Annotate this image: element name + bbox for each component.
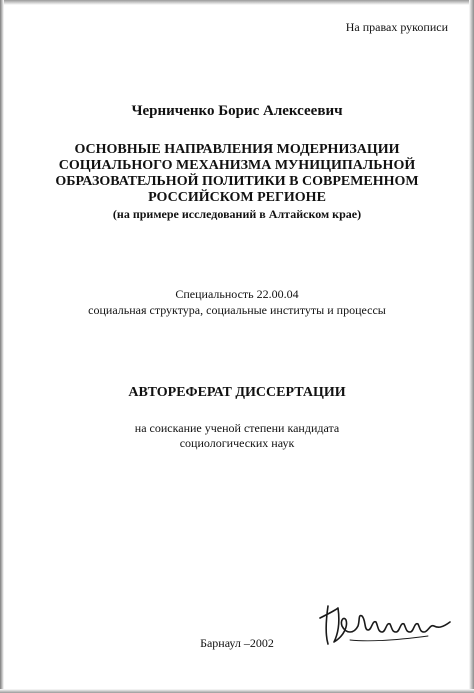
degree-line: социологических наук bbox=[179, 436, 295, 450]
degree-info bbox=[0, 421, 474, 451]
document-type: АВТОРЕФЕРАТ ДИССЕРТАЦИИ bbox=[128, 385, 346, 400]
specialty bbox=[0, 286, 474, 318]
rights-note: На правах рукописи bbox=[345, 20, 448, 34]
scan-edge-top bbox=[0, 0, 474, 5]
specialty-code: Специальность 22.00.04 bbox=[175, 287, 299, 301]
place-year: Барнаул –2002 bbox=[200, 636, 274, 650]
author-name: Черниченко Борис Алексеевич bbox=[131, 103, 343, 119]
scan-edge-bottom bbox=[0, 689, 474, 693]
dissertation-title bbox=[40, 142, 434, 222]
title-line: ОБРАЗОВАТЕЛЬНОЙ ПОЛИТИКИ В СОВРЕМЕННОМ bbox=[55, 174, 419, 189]
title-subtitle: (на примере исследований в Алтайском крае) bbox=[112, 207, 362, 221]
specialty-name: социальная структура, социальные институты и процессы bbox=[88, 303, 386, 317]
degree-line: на соискание ученой степени кандидата bbox=[134, 421, 340, 435]
title-line: ОСНОВНЫЕ НАПРАВЛЕНИЯ МОДЕРНИЗАЦИИ bbox=[74, 142, 400, 157]
title-line: РОССИЙСКОМ РЕГИОНЕ bbox=[148, 190, 326, 205]
title-line: СОЦИАЛЬНОГО МЕХАНИЗМА МУНИЦИПАЛЬНОЙ bbox=[58, 158, 416, 173]
